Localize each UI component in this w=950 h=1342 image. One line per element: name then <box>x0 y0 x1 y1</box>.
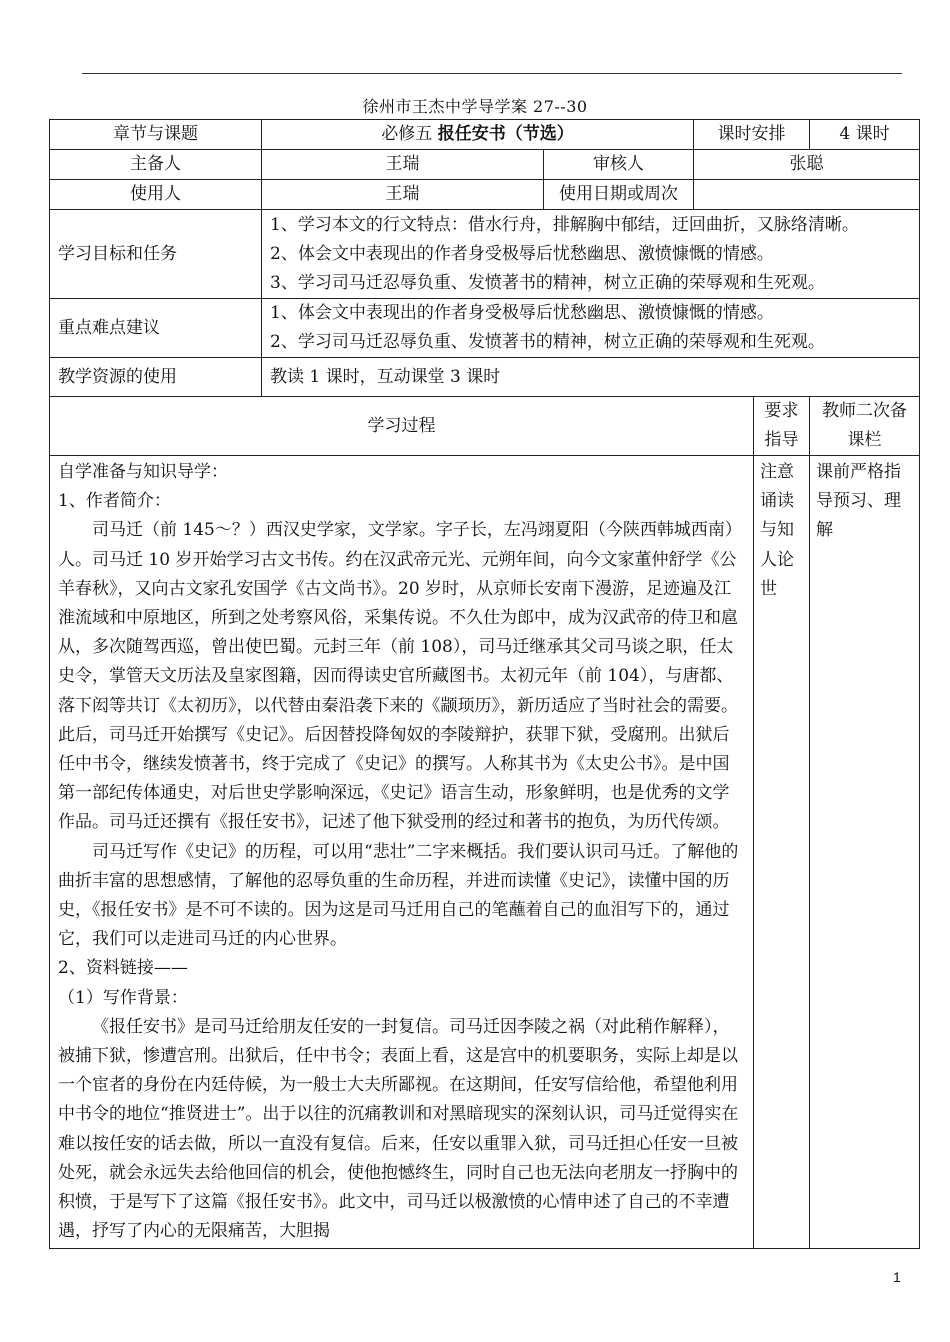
process-subheading: 1、作者简介： <box>58 491 171 512</box>
row-user <box>50 180 920 210</box>
goal-item: 1、学习本文的行文特点：借水行舟，排解胸中郁结，迂回曲折，又脉络清晰。 <box>270 214 859 235</box>
key-point-item: 2、学习司马迁忍辱负重、发愤著书的精神，树立正确的荣辱观和生死观。 <box>270 332 825 352</box>
preparer-value: 王瑞 <box>262 150 544 180</box>
study-guide-table <box>49 119 920 1249</box>
resources-label: 教学资源的使用 <box>50 358 262 397</box>
page-title: 徐州市王杰中学导学案 27--30 <box>362 97 588 116</box>
chapter-value <box>262 120 694 150</box>
goals-label: 学习目标和任务 <box>50 210 262 299</box>
header-rule <box>82 73 902 74</box>
user-label: 使用人 <box>50 180 262 210</box>
teacher-notes-cell: 课前严格指导预习、理解 <box>810 456 920 1249</box>
key-points-label: 重点难点建议 <box>50 299 262 358</box>
teacher-notes-header: 教师二次备课栏 <box>810 397 920 456</box>
process-subheading: 2、资料链接—— <box>58 958 188 979</box>
schedule-value: 4 课时 <box>810 120 920 150</box>
row-preparer <box>50 150 920 180</box>
reviewer-value: 张聪 <box>694 150 920 180</box>
course-name: 必修五 <box>381 124 433 144</box>
date-value <box>694 180 920 210</box>
row-goals <box>50 210 920 299</box>
requirement-header: 要求指导 <box>754 397 810 456</box>
chapter-label: 章节与课题 <box>50 120 262 150</box>
row-chapter <box>50 120 920 150</box>
user-value: 王瑞 <box>262 180 544 210</box>
resources-value: 教读 1 课时，互动课堂 3 课时 <box>262 358 920 397</box>
preparer-label: 主备人 <box>50 150 262 180</box>
date-label: 使用日期或周次 <box>544 180 694 210</box>
goal-item: 3、学习司马迁忍辱负重、发愤著书的精神，树立正确的荣辱观和生死观。 <box>270 272 825 293</box>
row-key-points <box>50 299 920 358</box>
process-paragraph: 司马迁写作《史记》的历程，可以用“悲壮”二字来概括。我们要认识司马迁。了解他的曲折丰富的思想感情，了解他的忍辱负重的生命历程，并进而读懂《史记》，读懂中国的历史，《报任安书》是不可不读的。因为这是司马迁用自己的笔蘸着自己的血泪写下的，通过它，我们可以走进司马迁的内心世界。 <box>58 841 739 950</box>
process-body <box>50 456 754 1249</box>
process-heading: 自学准备与知识导学： <box>58 462 228 482</box>
requirement-cell: 注意诵读与知人论世 <box>754 456 810 1249</box>
row-process-header <box>50 397 920 456</box>
key-points-list <box>262 299 920 358</box>
lesson-name: 报任安书（节选） <box>437 124 574 144</box>
row-resources <box>50 358 920 397</box>
schedule-label: 课时安排 <box>694 120 810 150</box>
page-number: 1 <box>893 1269 901 1285</box>
process-paragraph: 《报任安书》是司马迁给朋友任安的一封复信。司马迁因李陵之祸（对此稍作解释），被捕下狱，惨遭宫刑。出狱后，任中书令；表面上看，这是宫中的机要职务，实际上却是以一个宦者的身份在内廷侍候，为一般士大夫所鄙视。在这期间，任安写信给他，希望他利用中书令的地位“推贤进士”。出于以往的沉痛教训和对黑暗现实的深刻认识，司马迁觉得实在难以按任安的话去做，所以一直没有复信。后来，任安以重罪入狱，司马迁担心任安一旦被处死，就会永远失去给他回信的机会，使他抱憾终生，同时自己也无法向老朋友一抒胸中的积愤，于是写下了这篇《报任安书》。此文中，司马迁以极激愤的心情申述了自己的不幸遭遇，抒写了内心的无限痛苦，大胆揭 <box>58 1016 739 1242</box>
goal-item: 2、体会文中表现出的作者身受极辱后忧愁幽思、激愤慷慨的情感。 <box>270 243 774 264</box>
process-header-label: 学习过程 <box>50 397 754 456</box>
key-point-item: 1、体会文中表现出的作者身受极辱后忧愁幽思、激愤慷慨的情感。 <box>270 303 774 323</box>
row-process-body <box>50 456 920 1249</box>
process-paragraph: 司马迁（前 145～？）西汉史学家，文学家。字子长，左冯翊夏阳（今陕西韩城西南）人。司马迁 10 岁开始学习古文书传。约在汉武帝元光、元朔年间，向今文家董仲舒学《公羊春秋》，又向古文家孔安国学《古文尚书》。20 岁时，从京师长安南下漫游，足迹遍及江淮流域和中原地区，所到之处考察风俗，采集传说。不久仕为郎中，成为汉武帝的侍卫和扈从，多次随驾西巡，曾出使巴蜀。元封三年（前 108），司马迁继承其父司马谈之职，任太史令，掌管天文历法及皇家图籍，因而得读史官所藏图书。太初元年（前 104），与唐都、落下闳等共订《太初历》，以代替由秦沿袭下来的《颛顼历》，新历适应了当时社会的需要。此后，司马迁开始撰写《史记》。后因替投降匈奴的李陵辩护，获罪下狱，受腐刑。出狱后任中书令，继续发愤著书，终于完成了《史记》的撰写。人称其书为《太史公书》。是中国第一部纪传体通史，对后世史学影响深远，《史记》语言生动，形象鲜明，也是优秀的文学作品。司马迁还撰有《报任安书》，记述了他下狱受刑的经过和著书的抱负，为历代传颂。 <box>58 520 742 833</box>
process-subheading: （1）写作背景： <box>58 987 188 1008</box>
reviewer-label: 审核人 <box>544 150 694 180</box>
goals-list <box>262 210 920 299</box>
